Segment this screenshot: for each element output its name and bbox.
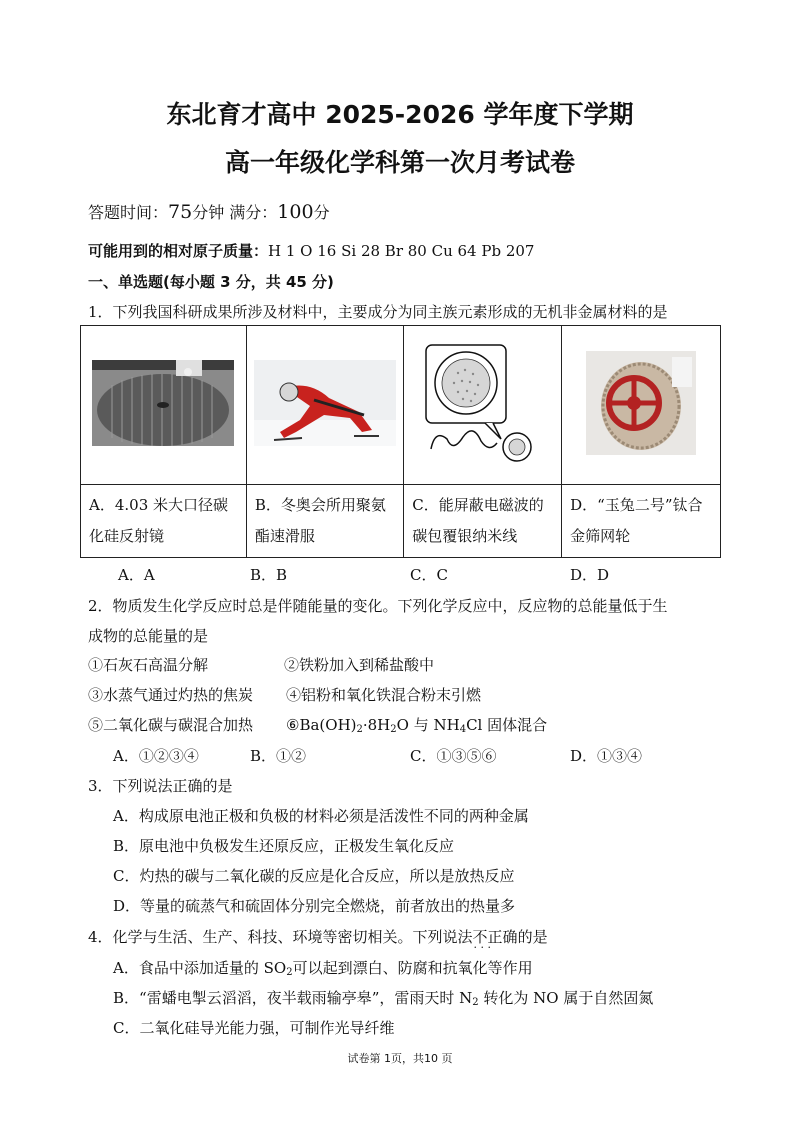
exam-subtitle: 高一年级化学科第一次月考试卷 bbox=[224, 148, 575, 177]
q1-image-cell-d bbox=[562, 326, 721, 485]
q2-reaction-5: ⑤二氧化碳与碳混合加热 bbox=[88, 716, 254, 734]
q1-caption-b: B．冬奥会所用聚氨 酯速滑服 bbox=[246, 485, 403, 558]
q2-option-b[interactable]: B．①② bbox=[250, 747, 307, 765]
time-label: 答题时间： bbox=[88, 203, 169, 222]
q4-option-b[interactable]: B．“雷蟠电掣云滔滔，夜半载雨输亭皋”，雷雨天时 $N_2$ 转化为 NO 属于自然固氮 bbox=[113, 989, 654, 1008]
q4-stem: 4．化学与生活、生产、科技、环境等密切相关。下列说法不正确 · · ·的是 bbox=[88, 926, 548, 947]
q1-caption-a: A．4.03 米大口径碳 化硅反射镜 bbox=[81, 485, 247, 558]
nanowire-diagram bbox=[423, 343, 543, 463]
q1-image-cell-b bbox=[246, 326, 403, 485]
speed-skater-image bbox=[254, 360, 396, 446]
atomic-mass-line bbox=[88, 240, 534, 261]
q4-emphasis: 不正确 · · · bbox=[473, 928, 518, 946]
q2-reaction-1: ①石灰石高温分解 bbox=[88, 656, 209, 674]
score-unit: 分 bbox=[313, 203, 330, 222]
q1-option-c[interactable]: C．C bbox=[410, 566, 448, 584]
q1-table bbox=[80, 325, 721, 558]
q2-option-c[interactable]: C．①③⑤⑥ bbox=[410, 747, 497, 765]
q1-option-a[interactable]: A．A bbox=[118, 566, 155, 584]
atomic-mass-label: 可能用到的相对原子质量： bbox=[88, 242, 269, 260]
q1-image-cell-c bbox=[404, 326, 562, 485]
q3-option-d[interactable]: D．等量的硫蒸气和硫固体分别完全燃烧，前者放出的热量多 bbox=[113, 897, 516, 915]
exam-title: 东北育才高中 2025-2026 学年度下学期 bbox=[166, 100, 634, 129]
score-value: 100 bbox=[277, 201, 314, 223]
q3-stem: 3．下列说法正确的是 bbox=[88, 777, 233, 795]
q2-reaction-2: ②铁粉加入到稀盐酸中 bbox=[284, 656, 435, 674]
atomic-mass-values: H 1 O 16 Si 28 Br 80 Cu 64 Pb 207 bbox=[268, 242, 535, 260]
q3-option-a[interactable]: A．构成原电池正极和负极的材料必须是活泼性不同的两种金属 bbox=[113, 807, 529, 825]
q2-stem-line1: 2．物质发生化学反应时总是伴随能量的变化。下列化学反应中，反应物的总能量低于生 bbox=[88, 597, 668, 615]
q2-option-d[interactable]: D．①③④ bbox=[570, 747, 643, 765]
q4-option-c[interactable]: C．二氧化硅导光能力强，可制作光导纤维 bbox=[113, 1019, 395, 1037]
q1-stem: 1．下列我国科研成果所涉及材料中，主要成分为同主族元素形成的无机非金属材料的是 bbox=[88, 303, 668, 321]
q3-option-c[interactable]: C．灼热的碳与二氧化碳的反应是化合反应，所以是放热反应 bbox=[113, 867, 515, 885]
page-footer: 试卷第 1页，共10 页 bbox=[347, 1052, 453, 1065]
q2-reaction-6: $⑥Ba(OH)_2\cdot 8H_2O$ 与 $NH_4Cl$ 固体混合 bbox=[286, 716, 548, 735]
q2-reaction-4: ④铝粉和氧化铁混合粉末引燃 bbox=[286, 686, 482, 704]
time-unit: 分钟 满分： bbox=[192, 203, 278, 222]
q1-option-d[interactable]: D．D bbox=[570, 566, 610, 584]
q4-option-a[interactable]: A．食品中添加适量的 $SO_2$可以起到漂白、防腐和抗氧化等作用 bbox=[113, 959, 533, 978]
q1-caption-c: C．能屏蔽电磁波的 碳包覆银纳米线 bbox=[404, 485, 562, 558]
q2-stem-line2: 成物的总能量的是 bbox=[88, 627, 209, 645]
q2-reaction-3: ③水蒸气通过灼热的焦炭 bbox=[88, 686, 254, 704]
reflector-mirror-image bbox=[92, 360, 234, 446]
q1-image-cell-a bbox=[81, 326, 247, 485]
q2-option-a[interactable]: A．①②③④ bbox=[113, 747, 199, 765]
q3-option-b[interactable]: B．原电池中负极发生还原反应，正极发生氧化反应 bbox=[113, 837, 455, 855]
exam-time-score bbox=[88, 200, 330, 223]
q1-option-b[interactable]: B．B bbox=[250, 566, 288, 584]
time-value: 75 bbox=[168, 201, 193, 223]
section-heading: 一、单选题(每小题 3 分，共 45 分) bbox=[88, 273, 334, 291]
q1-caption-d: D．“玉兔二号”钛合 金筛网轮 bbox=[562, 485, 721, 558]
titanium-wheel-image bbox=[586, 351, 696, 455]
